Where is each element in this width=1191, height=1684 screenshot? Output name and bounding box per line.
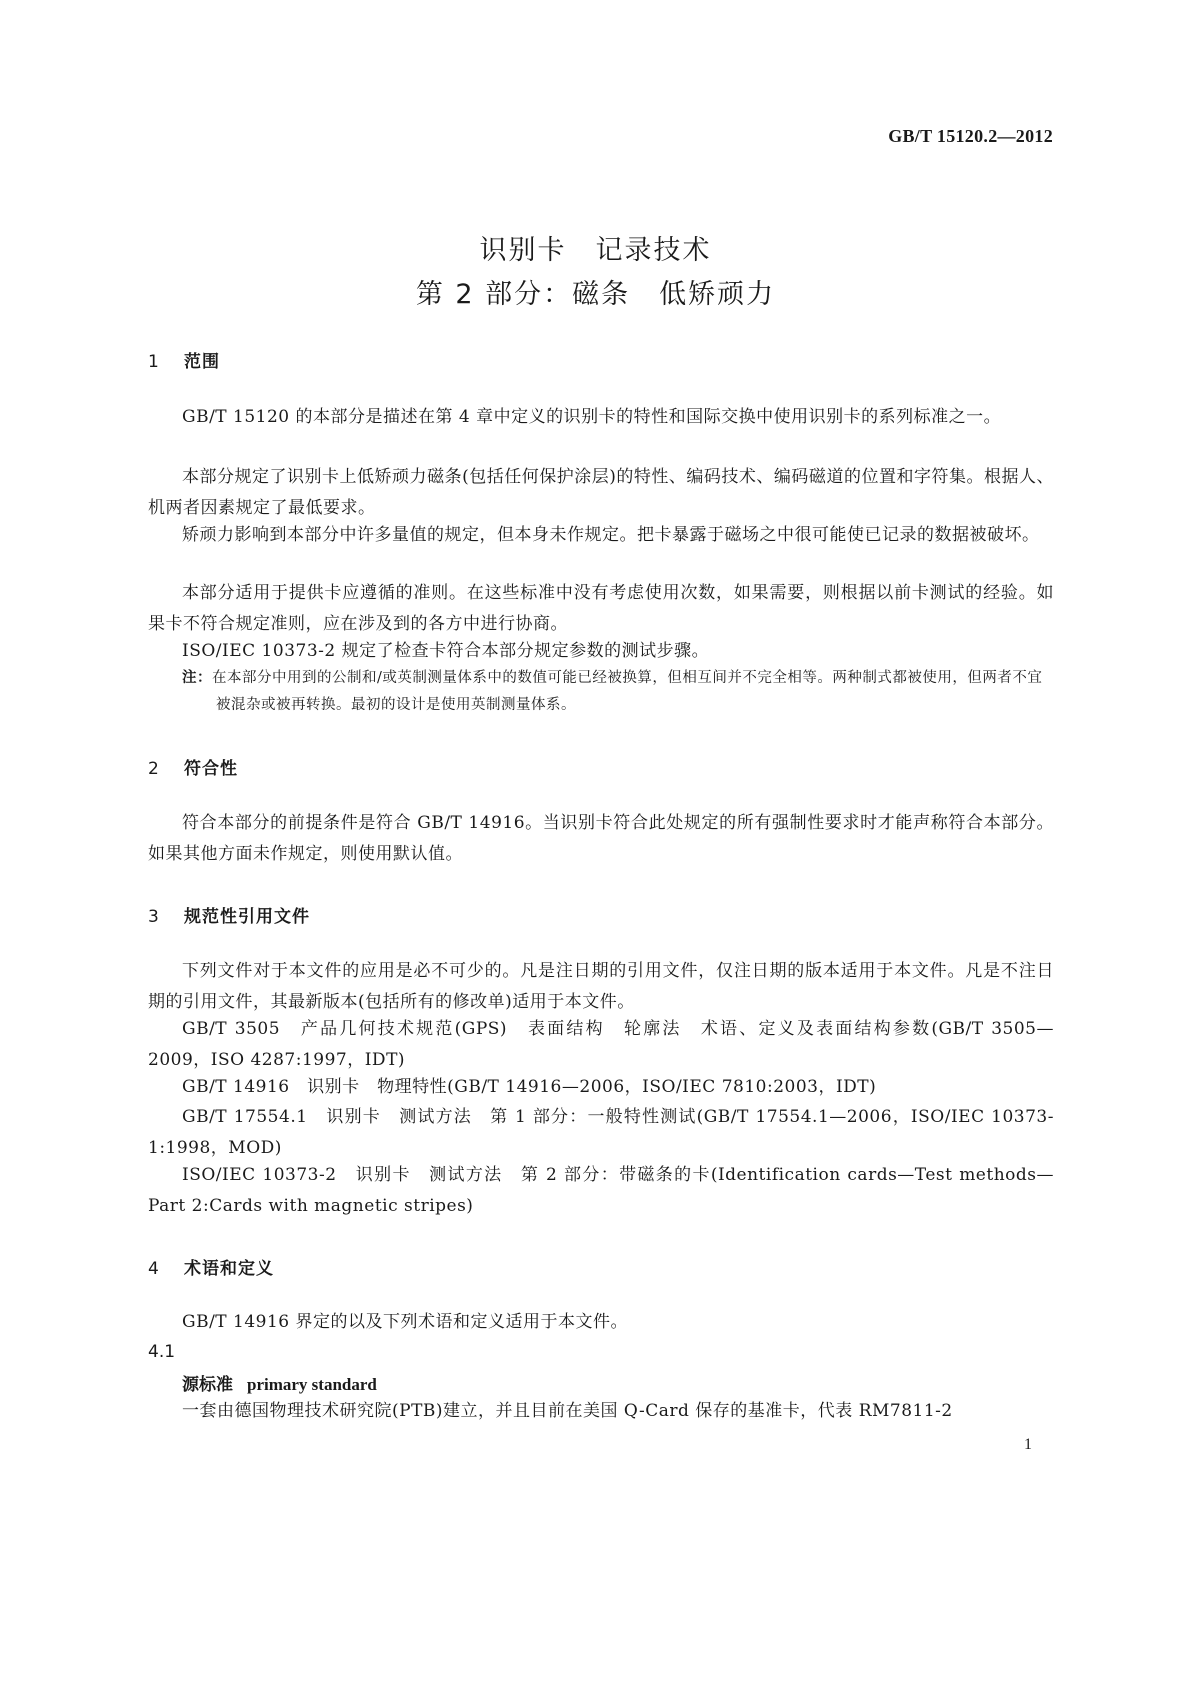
- section-4-number: 4: [148, 1259, 160, 1279]
- section-2-paragraph-1: 符合本部分的前提条件是符合 GB/T 14916。当识别卡符合此处规定的所有强制性要求时才能声称符合本部分。如果其他方面未作规定，则使用默认值。: [148, 813, 1054, 864]
- section-1-number: 1: [148, 352, 160, 372]
- term-definition: 一套由德国物理技术研究院(PTB)建立，并且目前在美国 Q-Card 保存的基准卡，代表 RM7811-2: [182, 1401, 953, 1421]
- section-1-paragraph-3: 矫顽力影响到本部分中许多量值的规定，但本身未作规定。把卡暴露于磁场之中很可能使已记录的数据被破坏。: [182, 525, 1040, 545]
- section-3-title: 规范性引用文件: [184, 907, 310, 927]
- reference-gbt-14916: GB/T 14916 识别卡 物理特性(GB/T 14916—2006，ISO/IEC 7810:2003，IDT): [182, 1077, 877, 1097]
- section-1-heading: [148, 347, 220, 372]
- clause-4-1-number: 4.1: [148, 1342, 176, 1362]
- standard-code: GB/T 15120.2—2012: [888, 126, 1053, 146]
- section-4-heading: [148, 1254, 274, 1279]
- term-english: primary standard: [247, 1375, 377, 1394]
- section-2-heading: [148, 754, 238, 779]
- page-number: 1: [1024, 1436, 1032, 1453]
- section-3-paragraph-1: 下列文件对于本文件的应用是必不可少的。凡是注日期的引用文件，仅注日期的版本适用于本文件。凡是不注日期的引用文件，其最新版本(包括所有的修改单)适用于本文件。: [148, 961, 1054, 1012]
- reference-gbt-3505: GB/T 3505 产品几何技术规范(GPS) 表面结构 轮廓法 术语、定义及表面结构参数(GB/T 3505—2009，ISO 4287:1997，IDT): [148, 1019, 1054, 1070]
- section-1-paragraph-5: ISO/IEC 10373-2 规定了检查卡符合本部分规定参数的测试步骤。: [182, 641, 710, 661]
- section-4-title: 术语和定义: [184, 1259, 274, 1279]
- section-1-paragraph-2: 本部分规定了识别卡上低矫顽力磁条(包括任何保护涂层)的特性、编码技术、编码磁道的位置和字符集。根据人、机两者因素规定了最低要求。: [148, 467, 1054, 518]
- term-chinese: 源标准: [182, 1375, 233, 1395]
- section-1-note: [182, 665, 1054, 719]
- note-text: 在本部分中用到的公制和/或英制测量体系中的数值可能已经被换算，但相互间并不完全相等。两种制式都被使用，但两者不宜被混杂或被再转换。最初的设计是使用英制测量体系。: [212, 670, 1043, 713]
- section-2-number: 2: [148, 759, 160, 779]
- section-1-title: 范围: [184, 352, 220, 372]
- section-3-heading: [148, 902, 310, 927]
- section-2-title: 符合性: [184, 759, 238, 779]
- section-3-number: 3: [148, 907, 160, 927]
- term-primary-standard: [182, 1370, 377, 1395]
- document-title-line1: 识别卡 记录技术: [479, 235, 712, 266]
- document-title-line2: 第 2 部分：磁条 低矫顽力: [415, 279, 776, 310]
- reference-gbt-17554-1: GB/T 17554.1 识别卡 测试方法 第 1 部分：一般特性测试(GB/T 17554.1—2006，ISO/IEC 10373-1:1998，MOD): [148, 1107, 1054, 1158]
- section-1-paragraph-1: GB/T 15120 的本部分是描述在第 4 章中定义的识别卡的特性和国际交换中使用识别卡的系列标准之一。: [182, 407, 1002, 427]
- note-label: 注：: [182, 670, 212, 686]
- reference-iso-iec-10373-2: ISO/IEC 10373-2 识别卡 测试方法 第 2 部分：带磁条的卡(Identification cards—Test methods—Part 2:Cards with magnetic stripes): [148, 1165, 1054, 1216]
- section-4-paragraph-1: GB/T 14916 界定的以及下列术语和定义适用于本文件。: [182, 1312, 629, 1332]
- section-1-paragraph-4: 本部分适用于提供卡应遵循的准则。在这些标准中没有考虑使用次数，如果需要，则根据以前卡测试的经验。如果卡不符合规定准则，应在涉及到的各方中进行协商。: [148, 583, 1054, 634]
